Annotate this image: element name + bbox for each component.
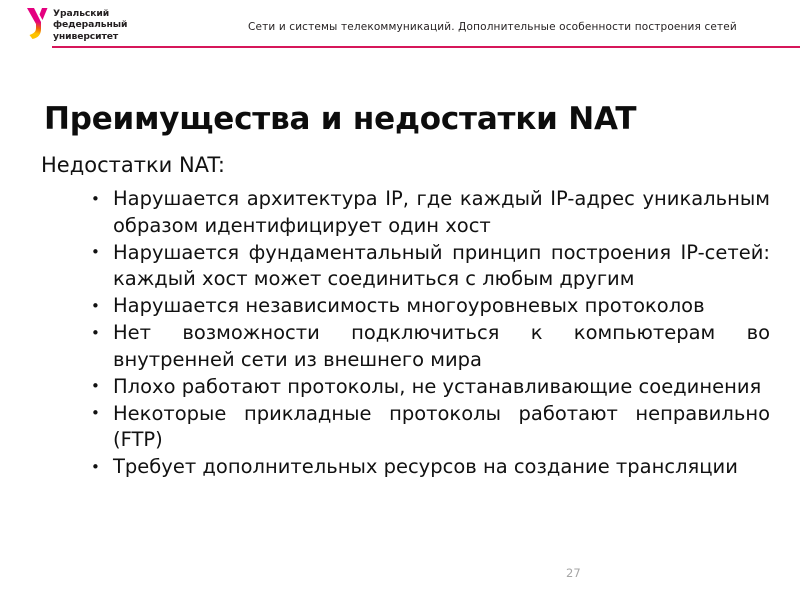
- section-intro: Недостатки NAT:: [41, 153, 226, 177]
- university-logo: [26, 7, 127, 42]
- header-divider: [52, 46, 800, 48]
- list-item: [88, 374, 770, 401]
- course-title: Сети и системы телекоммуникаций. Дополнительные особенности построения сетей: [248, 21, 737, 33]
- list-item: [88, 293, 770, 320]
- slide-header: [0, 0, 800, 52]
- list-item-text: Плохо работают протоколы, не устанавливающие соединения: [113, 374, 762, 398]
- list-item-text: Нарушается архитектура IP, где каждый IP-адрес уникальным образом идентифицирует один хост: [113, 187, 770, 237]
- list-item: [88, 186, 770, 239]
- list-item-text: Требует дополнительных ресурсов на создание трансляции: [113, 455, 738, 478]
- page-title: Преимущества и недостатки NAT: [44, 100, 637, 137]
- list-item: [88, 454, 770, 481]
- list-item-text: Нарушается фундаментальный принцип построения IP-сетей: каждый хост может соединиться с любым другим: [113, 240, 770, 290]
- logo-line-2: федеральный: [53, 19, 128, 31]
- page-number: 27: [566, 566, 581, 580]
- disadvantages-list: [88, 186, 770, 481]
- university-logo-text: [53, 7, 127, 42]
- list-item: [88, 240, 770, 293]
- logo-line-1: Уральский: [53, 8, 110, 19]
- logo-line-3: университет: [53, 30, 119, 42]
- list-item: [88, 401, 770, 454]
- list-item: [88, 320, 770, 373]
- list-item-text: Нет возможности подключиться к компьютерам во внутренней сети из внешнего мира: [113, 321, 770, 371]
- list-item-text: Некоторые прикладные протоколы работают неправильно (FTP): [113, 401, 770, 451]
- ufu-swoosh-logo-icon: [26, 7, 48, 41]
- list-item-text: Нарушается независимость многоуровневых протоколов: [113, 294, 705, 317]
